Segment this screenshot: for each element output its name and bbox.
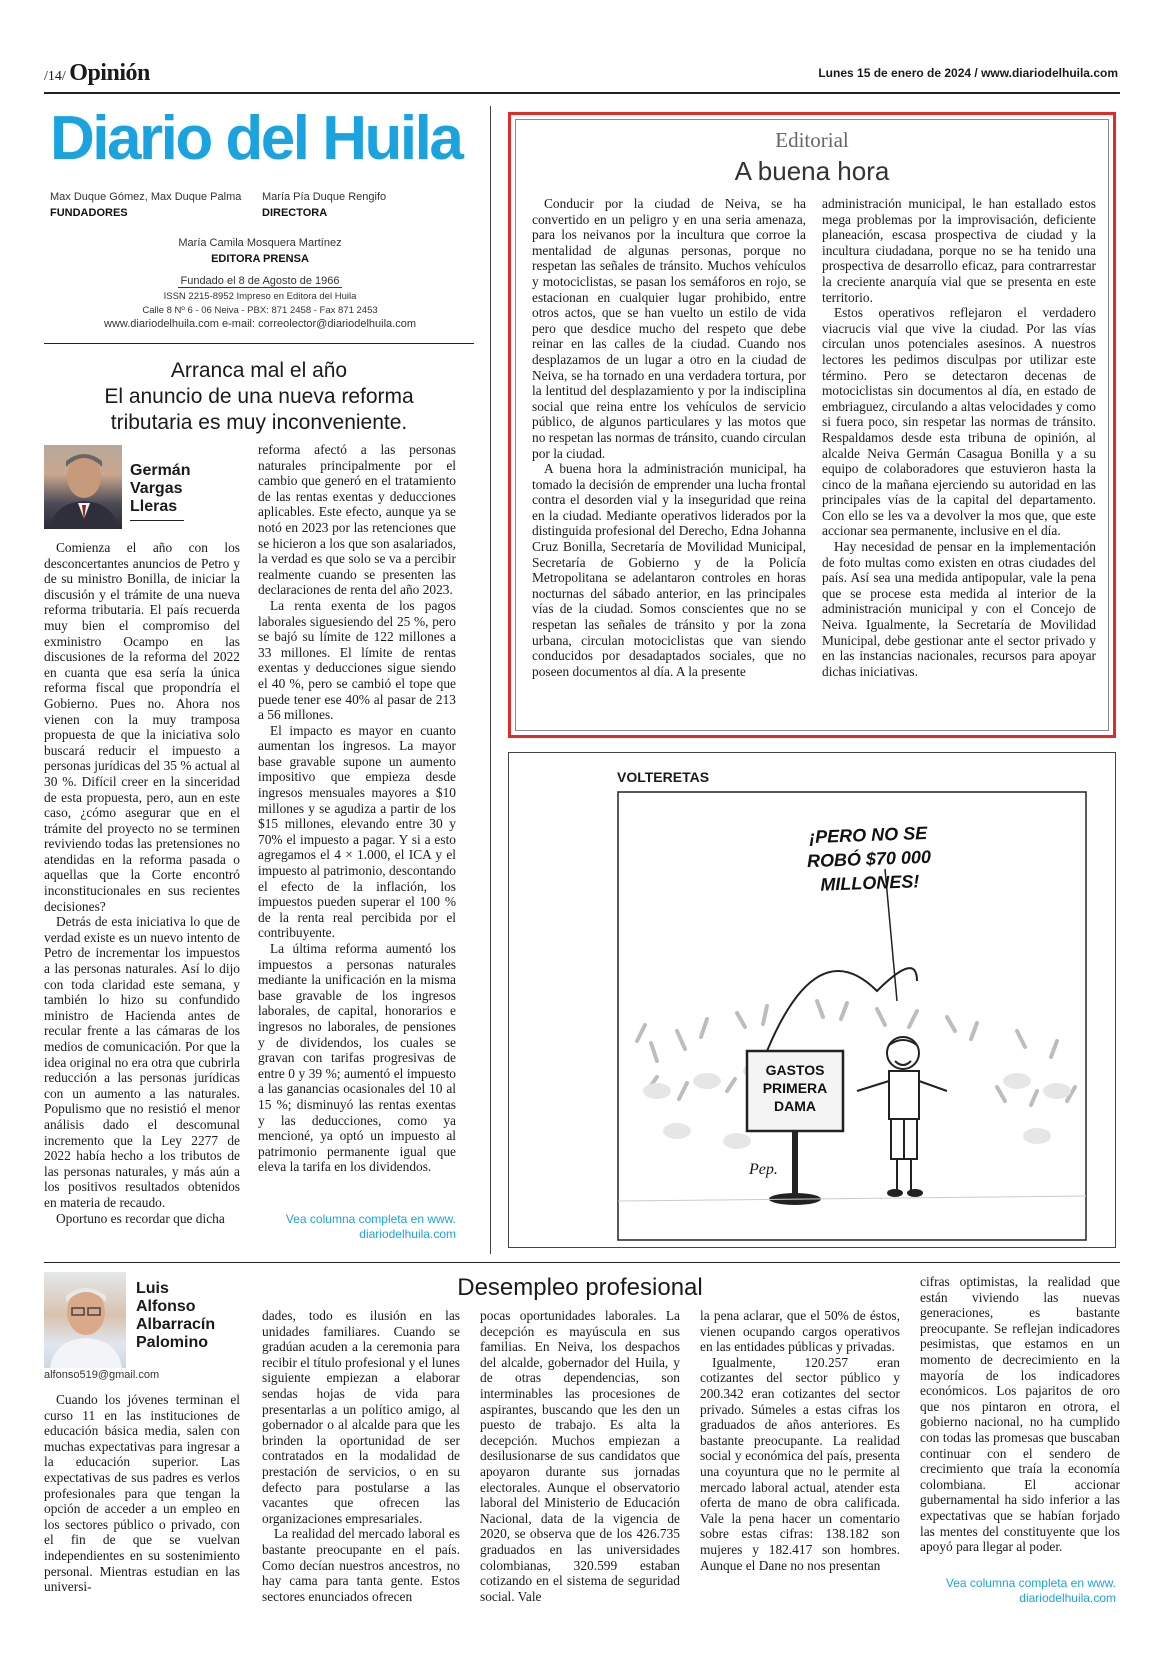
article-headline [44,358,474,436]
sign-text: GASTOS PRIMERA DAMA [762,1062,828,1114]
headline-line-2: El anuncio de una nueva reforma [104,385,414,408]
paragraph: Estos operativos reflejaron el verdadero viacrucis vial que vive la ciudad. Por las vías circulan unos potenciales asesinos. A nuestros lectores les pedimos disculpas por utilizar este término. Pero se detectaron decenas de motociclistas sin documentos al día, en estado de embriaguez, circulando a altas velocidades y como si fuera poco, sin respetar las normas de tránsito. Respaldamos desde esta tribuna de opinión, al alcalde Neiva Germán Casagua Bonilla y a su equipo de colaboradores que estuvieron hasta la cinco de la mañana ejerciendo su autoridad en las principales vías de la capital del departamento. Con ello se les va a devolver la mos que, que este accionar sea permanente, inclusive en el día. [822,305,1096,539]
author-name-vargas: Germán Vargas Lleras [130,462,191,515]
column3-text-d [700,1308,900,1630]
paragraph: administración municipal, le han estallado estos mega problemas por la improvisación, deficiente planeación, escasa prospectiva de ciudad y la incultura ciudadana, porque no se ha tenido una prospectiva de desarrollo eficaz, para contrarrestar la creciente anarquía vial que se presenta en este territorio. [822,196,1096,305]
issn-line: ISSN 2215-8952 Impreso en Editora del Huila [163,290,357,302]
paragraph: Igualmente, 120.257 eran cotizantes del sector público y 200.342 eran cotizantes del sector privado. Súmeles a estas cifras los graduados de años anteriores. Es bastante preocupante. La realidad social y económica del país, presenta una coyuntura que no le permite al mercado laboral actual, atender esta oferta de mano de obra calificada. Vale la pena hacer un comentario sobre estas cifras: 138.182 son mujeres y 182.417 son hombres. Aunque el Dane no nos presentan [700,1354,900,1573]
column3-text-c [480,1308,680,1630]
editorial-text-b [822,196,1096,714]
paragraph: Hay necesidad de pensar en la implementación de foto multas como existen en otras ciudades del país. Así sea una medida antipopular, vale la pena que se procese esta medida al interior de la administración municipal y con el Concejo de Neiva. Igualmente, la Secretaría de Movilidad Municipal, debe gestionar ante el sector privado y en las instancias nacionales, recursos para apoyar dichas iniciativas. [822,539,1096,679]
paragraph: Oportuno es recordar que dicha [56,1210,225,1226]
bottom-section-rule [44,1262,1120,1263]
column3-text-a [44,1392,240,1632]
address-line: Calle 8 Nº 6 - 06 Neiva - PBX: 871 2458 - Fax 871 2453 [142,304,378,316]
header-rule [44,92,1120,94]
paragraph: Comienza el año con los desconcertantes anuncios de Petro y de su ministro Bonilla, de iniciar la discusión y el trámite de una nueva reforma tributaria. El país recuerda muy bien el compromiso del exministro Ocampo en las discusiones de la reforma del 2022 en cuanta que esa sería la única reforma fiscal que propondría el Gobierno. Pues no. Ahora nos vienen con la muy tramposa propuesta de que la iniciativa solo buscará reducir el impuesto a personas jurídicas del 35 % actual al 30 %. Difícil creer en la sinceridad de esta propuesta, pero, aun en este caso, ¿cómo asegurar que en el trámite del proyecto no se terminen reviviendo todas las pretensiones no atendidas en la reforma pasada o aquellas que la Corte encontró inconstitucionales en sus recientes decisiones? [44,540,240,914]
column1-text-b [258,442,456,1198]
founders-block [50,190,250,222]
column3-text-e [920,1274,1120,1560]
read-more-link[interactable]: Vea columna completa en www. diariodelhuila.com [945,1576,1116,1605]
paragraph: pocas oportunidades laborales. La decepción es mayúscula en sus familias. En Neiva, los despachos del alcalde, gobernador del Huila, y de otras dependencias, son interminables las procesiones de aspirantes, buscando que les den un puesto de trabajo. Es alta la decepción. Muchos empiezan a desilusionarse de sus candidatos que apoyaron durante sus jornadas electorales. Aunque el observatorio laboral del Ministerio de Educación Nacional, data de la vigencia de 2020, se observa que de los 426.735 graduados en las universidades colombianas, 320.599 estaban cotizando en el sistema de seguridad social. Vale [480,1308,680,1604]
paragraph: La última reforma aumentó los impuestos a personas naturales mediante la unificación en la misma base gravable de los ingresos laborales, de capital, honorarios e ingresos no laborales, de pensiones y de dividendos, los cuales se gravan con tarifas progresivas de entre 0 y 39 %; aumentó el impuesto a las ganancias ocasionales del 10 al 15 %; disminuyó las rentas exentas y las deducciones, como ya mencioné, ya optó un impuesto al patrimonio permanente igual que eleva la tarifa en los dividendos. [258,941,456,1175]
paragraph: Detrás de esta iniciativa lo que de verdad existe es un nuevo intento de Petro de incrementar los impuestos a las personas naturales. Así lo dijo con toda claridad este semana, y también lo hizo su confundido ministro de Hacienda antes de recular frente a las cámaras de los medios de comunicación. Por que la idea original no era otra que cubrirla reducción a las personas jurídicas con un aumento a las naturales. Populismo que no resistió el menor análisis dado el descomunal incremento que la Ley 2277 de 2022 había hecho a los tributos de las personas naturales, y más aún a los positivos resultados obtenidos en materia de recaudo. [44,914,240,1210]
author-photo-vargas [44,445,122,529]
editor-name: María Camila Mosquera Martínez [178,237,342,249]
editor-block [50,236,470,333]
column1-text-a [44,540,240,1240]
paragraph: Cuando los jóvenes terminan el curso 11 en las instituciones de educación básica media, salen con muchas expectativas para ingresar a la educación superior. Las expectativas de sus padres es verlos profesionales para que tengan la opción de acceder a un empleo en los sectores público o privado, con el fin de que se vuelvan independientes en su sostenimiento personal. Mientras estudian en las universi- [44,1392,240,1595]
page-number: /14/ [44,69,66,84]
paragraph: La realidad del mercado laboral es bastante preocupante en el país. Como decían nuestros ancestros, no hay cama para tanta gente. Estos sectores enunciados ofrecen [262,1526,460,1604]
column-separator [490,106,491,1254]
paragraph: reforma afectó a las personas naturales principalmente por el cambio que generó en el tratamiento de las rentas exentas y deducciones aplicables. Este efecto, aunque ya se notó en 2023 por las retenciones que se hicieron a los que son asalariados, la verdad es que solo se va a percibir realmente cuando se presenten las declaraciones de renta del año 2023. [258,442,456,598]
editorial-kicker: Editorial [775,128,849,152]
column3-text-b [262,1308,460,1630]
director-block [262,190,462,222]
author-rule [130,520,184,521]
founders-label: FUNDADORES [50,206,128,219]
author-portrait-icon [44,1272,126,1368]
masthead-logo: Diario del Huila [50,104,462,173]
cartoon-frame [508,752,1116,1248]
paragraph: cifras optimistas, la realidad que están viviendo las nuevas generaciones, es bastante preocupante. Se reflejan indicadores pesimistas, que estamos en un momento de decrecimiento en la mayoría de los indicadores económicos. Los pajaritos de oro que nos pintaron en otrora, el gobierno nacional, no ha cumplido con todas las promesas que buscaban continuar con el sendero de crecimiento que traía la economía colombiana. El accionar gubernamental ha sido inferior a las expectativas que se habían forjado las mentes del constituyente que los apoyó para llegar al poder. [920,1274,1120,1555]
article-title-desempleo: Desempleo profesional [457,1274,703,1301]
web-email-line[interactable]: www.diariodelhuila.com e-mail: correolector@diariodelhuila.com [104,318,416,331]
paragraph: la pena aclarar, que el 50% de éstos, vienen ocupando cargos operativos en las entidades públicas y privadas. [700,1308,900,1355]
section-title: Opinión [69,60,150,86]
speech-bubble-text: ¡PERO NO SE ROBÓ $70 000 MILLONES! [806,822,932,895]
editor-label: EDITORA PRENSA [211,252,309,265]
author-email[interactable]: alfonso519@gmail.com [44,1369,160,1381]
founders-names: Max Duque Gómez, Max Duque Palma [50,191,242,203]
headline-line-3: tributaria es muy inconveniente. [110,411,408,434]
author-portrait-icon [44,445,122,529]
author-photo-albarracin [44,1272,126,1368]
read-more-link[interactable]: Vea columna completa en www. diariodelhuila.com [285,1212,456,1241]
paragraph: El impacto es mayor en cuanto aumentan los ingresos. La mayor base gravable supone un aumento impositivo que empieza desde ingresos mensuales mayores a $10 millones y se agudiza a partir de los $15 millones, elevando entre 30 y 70% el impuesto a pagar. Y si a esto agregamos el 4 × 1.000, el ICA y el impuesto al patrimonio, descontando el efecto de la inflación, los impuestos pueden superar el 100 % de la renta real percibida por el contribuyente. [258,722,456,941]
masthead-rule [44,343,474,344]
cartoonist-signature: Pep. [749,1161,778,1178]
page-header-left [44,60,150,87]
director-name: María Pía Duque Rengifo [262,191,387,203]
founded-date: Fundado el 8 de Agosto de 1966 [180,274,340,287]
cartoon-label: VOLTERETAS [617,769,710,785]
editorial-text-a [532,196,806,714]
director-label: DIRECTORA [262,206,328,219]
paragraph: La renta exenta de los pagos laborales siguesiendo del 25 %, pero se bajó su límite de 122 millones a 33 millones. El límite de rentas exentas y deducciones sigue siendo el 40 %, pero se cambió el tope que puede tener ese 40% al pasar de 213 a 56 millones. [258,597,456,723]
header-date-site: Lunes 15 de enero de 2024 / www.diariodelhuila.com [818,66,1118,80]
author-name-albarracin: Luis Alfonso Albarracín Palomino [136,1280,216,1351]
paragraph: dades, todo es ilusión en las unidades familiares. Cuando se gradúan acuden a la ceremonia para recibir el título profesional y el lunes siguiente empiezan a elaborar sendas hojas de vida para presentarlas a un político amigo, al gobernador o al alcalde para que les brinden la oportunidad de ser contratados en la modalidad de prestación de servicios, o en su defecto para postularse a las vacantes que ofrecen las organizaciones empresariales. [262,1308,460,1526]
paragraph: Conducir por la ciudad de Neiva, se ha convertido en un peligro y en una seria amenaza, para los neivanos por la incultura que corroe la mentalidad de algunas personas, porque no respetan las señales de tránsito. Muchos vehículos y motociclistas, se pasan los semáforos en rojo, se estacionan en cualquier lugar prohibido, entre otros actos, que se han vuelto un estilo de vida pero que desdice mucho del respeto que debe reinar en las calles de la ciudad. Cuando nos desplazamos de un lugar a otro en la ciudad de Neiva, se ha tornado en una verdadera tortura, por la lentitud del desplazamiento y por la indisciplina social que reina entre los vehículos de servicio público, de algunos particulares y las motos que no respetan las normas de tránsito, cuando circulan por la ciudad. [532,196,806,461]
editorial-title: A buena hora [734,156,890,186]
paragraph: A buena hora la administración municipal, ha tomado la decisión de emprender una lucha frontal contra el desorden vial y la inseguridad que reina en la ciudad. Mediante operativos liderados por la distinguida profesional del Derecho, Edna Johanna Cruz Bonilla, Secretaría de Movilidad Municipal, Secretaría de Gobierno y de la Policía Metropolitana se adelantaron controles en horas nocturnas del sábado anterior, en las principales vías de la ciudad. Somos conscientes que no se respetan las señales de tránsito y por la zona urbana, circulan motociclistas que van siendo conducidos por desadaptados sociales, que no poseen documentos al día. A la presente [532,461,806,679]
headline-line-1: Arranca mal el año [170,359,348,382]
